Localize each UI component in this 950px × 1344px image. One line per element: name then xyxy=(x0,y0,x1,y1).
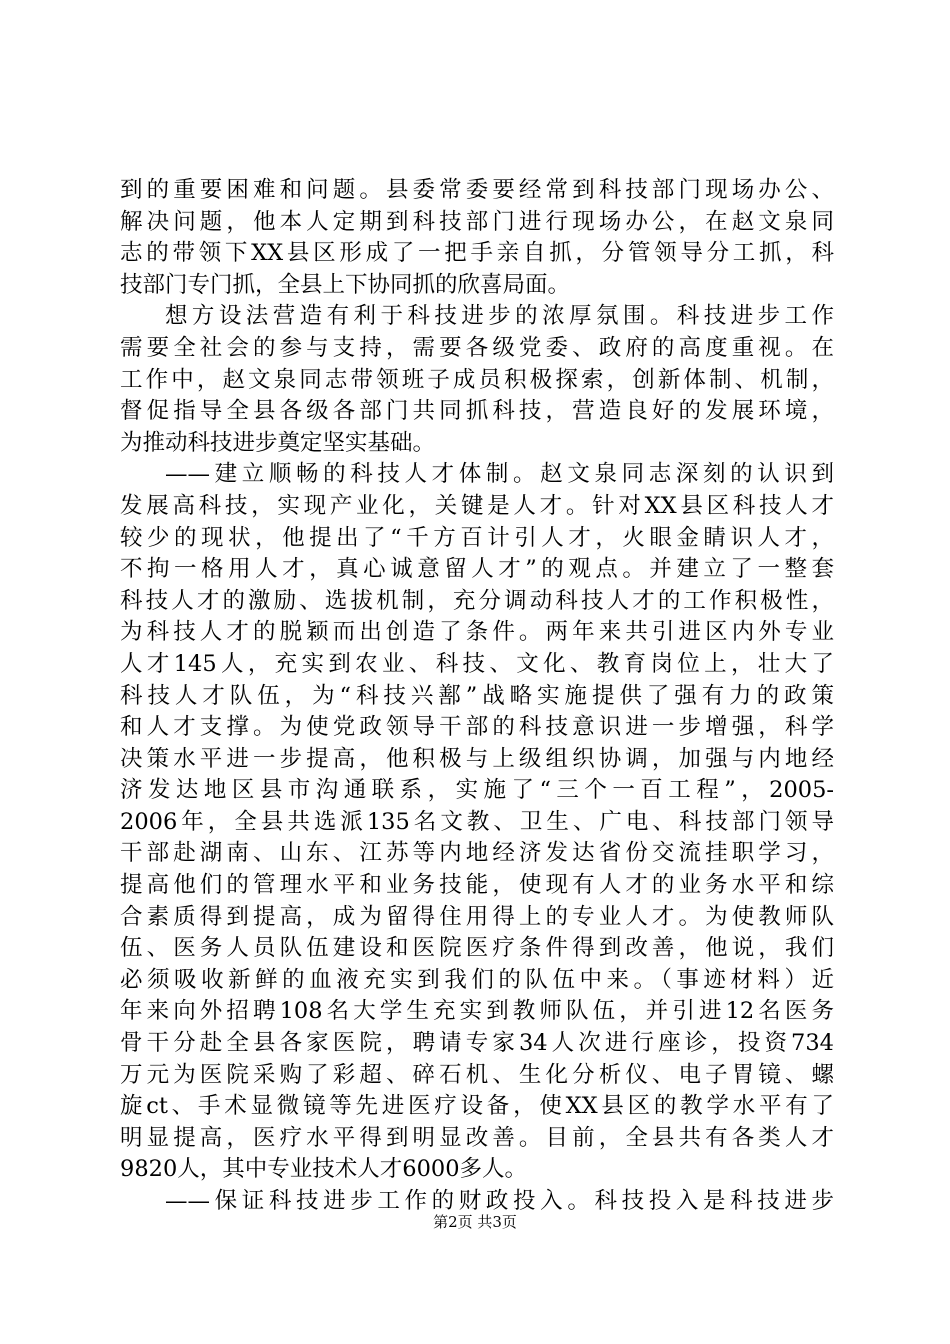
paragraph-3-line: 科技人才的激励、选拔机制，充分调动科技人才的工作积极性， xyxy=(120,587,834,614)
paragraph-3-line: 为科技人才的脱颖而出创造了条件。两年来共引进区内外专业 xyxy=(120,619,834,646)
paragraph-2-line: 需要全社会的参与支持，需要各级党委、政府的高度重视。在 xyxy=(120,334,834,361)
paragraph-1-line: 技部门专门抓，全县上下协同抓的欣喜局面。 xyxy=(120,271,571,298)
paragraph-2-line: 为推动科技进步奠定坚实基础。 xyxy=(120,429,436,456)
paragraph-3-line: 旋ct、手术显微镜等先进医疗设备，使XX县区的教学水平有了 xyxy=(120,1093,834,1120)
paragraph-3-line: 提高他们的管理水平和业务技能，使现有人才的业务水平和综 xyxy=(120,872,834,899)
paragraph-3-line: 明显提高，医疗水平得到明显改善。目前，全县共有各类人才 xyxy=(120,1124,834,1151)
document-body xyxy=(120,175,834,1218)
page-footer: 第2页 共3页 xyxy=(433,1213,517,1231)
paragraph-3-line: 万元为医院采购了彩超、碎石机、生化分析仪、电子胃镜、螺 xyxy=(120,1061,834,1088)
paragraph-2-line: 督促指导全县各级各部门共同抓科技，营造良好的发展环境， xyxy=(120,398,834,425)
paragraph-3-line: 济发达地区县市沟通联系，实施了“三个一百工程”，2005- xyxy=(120,777,834,804)
paragraph-3-line: 9820人，其中专业技术人才6000多人。 xyxy=(120,1156,528,1183)
paragraph-1-line: 志的带领下XX县区形成了一把手亲自抓，分管领导分工抓，科 xyxy=(120,240,834,267)
paragraph-3-line: 决策水平进一步提高，他积极与上级组织协调，加强与内地经 xyxy=(120,745,834,772)
paragraph-2-line: 想方设法营造有利于科技进步的浓厚氛围。科技进步工作 xyxy=(165,303,834,330)
paragraph-3-line: 合素质得到提高，成为留得住用得上的专业人才。为使教师队 xyxy=(120,903,834,930)
paragraph-3-line: 不拘一格用人才，真心诚意留人才”的观点。并建立了一整套 xyxy=(120,556,834,583)
paragraph-3-line: 和人才支撑。为使党政领导干部的科技意识进一步增强，科学 xyxy=(120,714,834,741)
paragraph-3-line: 必须吸收新鲜的血液充实到我们的队伍中来。（事迹材料）近 xyxy=(120,966,834,993)
paragraph-3-line: 干部赴湖南、山东、江苏等内地经济发达省份交流挂职学习， xyxy=(120,840,834,867)
paragraph-3-line: 2006年，全县共选派135名文教、卫生、广电、科技部门领导 xyxy=(120,808,834,835)
paragraph-3-line: 人才145人，充实到农业、科技、文化、教育岗位上，壮大了 xyxy=(120,650,834,677)
paragraph-3-line: 年来向外招聘108名大学生充实到教师队伍，并引进12名医务 xyxy=(120,998,834,1025)
paragraph-1-line: 到的重要困难和问题。县委常委要经常到科技部门现场办公、 xyxy=(120,177,834,203)
paragraph-3-line: 科技人才队伍，为“科技兴鄯”战略实施提供了强有力的政策 xyxy=(120,682,834,709)
paragraph-3-line: ——建立顺畅的科技人才体制。赵文泉同志深刻的认识到 xyxy=(165,461,834,488)
paragraph-3-line: 伍、医务人员队伍建设和医院医疗条件得到改善，他说，我们 xyxy=(120,935,834,962)
paragraph-4-line: ——保证科技进步工作的财政投入。科技投入是科技进步 xyxy=(165,1188,834,1214)
paragraph-1-line: 解决问题，他本人定期到科技部门进行现场办公，在赵文泉同 xyxy=(120,208,834,235)
paragraph-2-line: 工作中，赵文泉同志带领班子成员积极探索，创新体制、机制， xyxy=(120,366,834,393)
paragraph-3-line: 骨干分赴全县各家医院，聘请专家34人次进行座诊，投资734 xyxy=(120,1030,834,1057)
paragraph-3-line: 发展高科技，实现产业化，关键是人才。针对XX县区科技人才 xyxy=(120,492,834,519)
paragraph-3-line: 较少的现状，他提出了“千方百计引人才，火眼金睛识人才， xyxy=(120,524,834,551)
